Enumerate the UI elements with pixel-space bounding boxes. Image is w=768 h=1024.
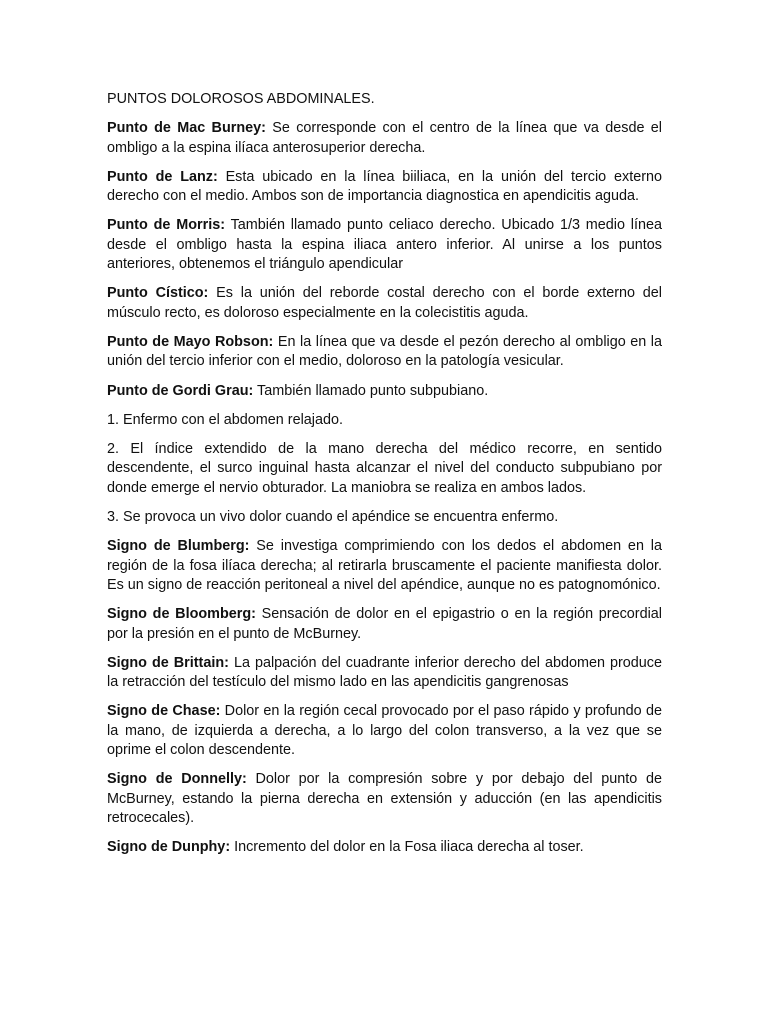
paragraph-text: También llamado punto celiaco derecho. Ubicado 1/3 medio línea desde el ombligo hasta la espina iliaca antero inferior. Al unirse a los puntos anteriores, obtenemos el triángulo apendicular <box>107 217 663 273</box>
term-label: Signo de Brittain: <box>107 654 229 671</box>
document-page <box>107 90 662 868</box>
paragraph-text: Dolor por la compresión sobre y por debajo del punto de McBurney, estando la pierna derecha en extensión y aducción (en las apendicitis retrocecales). <box>107 771 662 826</box>
paragraph-lanz <box>107 168 662 207</box>
paragraph-donnelly <box>107 770 662 828</box>
numbered-step-2 <box>107 440 662 498</box>
term-label: Punto de Lanz: <box>107 168 218 185</box>
paragraph-text: Incremento del dolor en la Fosa iliaca derecha al toser. <box>230 839 584 856</box>
paragraph-text: Se investiga comprimiendo con los dedos el abdomen en la región de la fosa ilíaca derecha; al retirarla bruscamente el paciente manifiesta dolor. Es un signo de reacción peritoneal a nivel del apéndice, aunque no es patognomónico. <box>107 538 662 593</box>
numbered-step-3 <box>107 508 662 527</box>
paragraph-chase <box>107 702 662 760</box>
paragraph-morris <box>107 216 662 274</box>
paragraph-gordi-grau <box>107 382 662 401</box>
term-label: Punto de Gordi Grau: <box>107 382 254 399</box>
paragraph-text: 1. Enfermo con el abdomen relajado. <box>107 411 343 428</box>
paragraph-text: También llamado punto subpubiano. <box>253 382 489 399</box>
term-label: Signo de Blumberg: <box>107 538 250 555</box>
paragraph-brittain <box>107 654 662 693</box>
paragraph-text: Sensación de dolor en el epigastrio o en la región precordial por la presión en el punto de McBurney. <box>107 606 662 642</box>
paragraph-mac-burney <box>107 119 662 158</box>
paragraph-cistico <box>107 284 662 323</box>
paragraph-text: Es la unión del reborde costal derecho con el borde externo del músculo recto, es doloroso especialmente en la colecistitis aguda. <box>107 285 663 321</box>
term-label: Signo de Bloomberg: <box>107 606 256 623</box>
paragraph-blumberg <box>107 537 662 595</box>
paragraph-text: La palpación del cuadrante inferior derecho del abdomen produce la retracción del testículo del mismo lado en las apendicitis gangrenosas <box>107 654 662 691</box>
paragraph-text: Dolor en la región cecal provocado por el paso rápido y profundo de la mano, de izquierda a derecha, a lo largo del colon transverso, a la vez que se oprime el colon descendente. <box>107 703 663 759</box>
numbered-step-1 <box>107 411 662 430</box>
paragraph-text: Se corresponde con el centro de la línea que va desde el ombligo a la espina ilíaca anterosuperior derecha. <box>107 120 662 156</box>
term-label: Punto de Mac Burney: <box>107 120 266 137</box>
term-label: Signo de Donnelly: <box>107 771 247 788</box>
term-label: Punto de Morris: <box>107 217 225 234</box>
term-label: Punto de Mayo Robson: <box>107 333 274 350</box>
document-title: PUNTOS DOLOROSOS ABDOMINALES. <box>107 91 375 107</box>
paragraph-text: En la línea que va desde el pezón derecho al ombligo en la unión del tercio inferior con el medio, doloroso en la patología vesicular. <box>107 333 663 370</box>
paragraph-mayo-robson <box>107 333 662 372</box>
paragraph-bloomberg <box>107 605 662 644</box>
term-label: Signo de Dunphy: <box>107 839 231 856</box>
paragraph-text: 3. Se provoca un vivo dolor cuando el apéndice se encuentra enfermo. <box>107 509 559 526</box>
paragraph-dunphy <box>107 838 662 857</box>
paragraph-text: Esta ubicado en la línea biiliaca, en la unión del tercio externo derecho con el medio. Ambos son de importancia diagnostica en apendicitis aguda. <box>107 168 662 205</box>
term-label: Punto Cístico: <box>107 285 209 302</box>
paragraph-text: 2. El índice extendido de la mano derecha del médico recorre, en sentido descendente, el surco inguinal hasta alcanzar el nivel del conducto subpubiano por donde emerge el nervio obturador. La maniobra se realiza en ambos lados. <box>107 441 662 496</box>
term-label: Signo de Chase: <box>107 703 221 720</box>
